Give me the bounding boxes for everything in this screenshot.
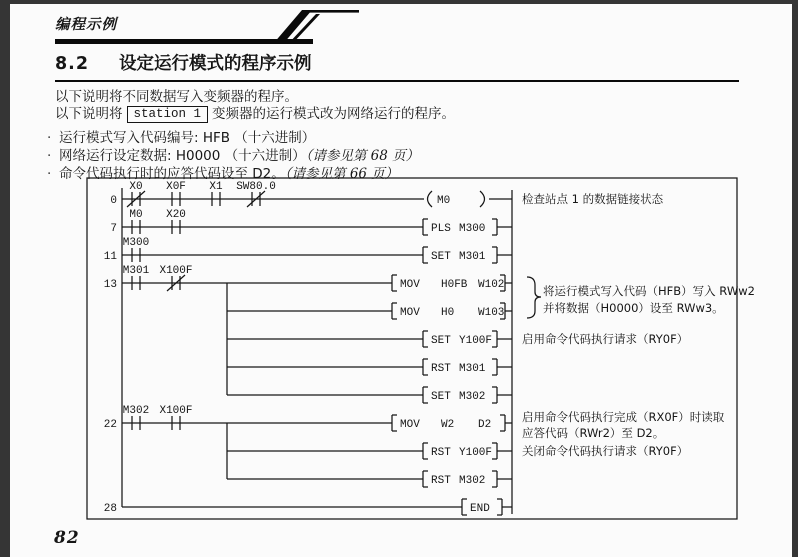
instruction-name: END xyxy=(470,503,490,515)
instruction-operand: M301 xyxy=(459,363,486,375)
contact-label: M302 xyxy=(122,405,150,417)
contact-label: M301 xyxy=(122,265,150,277)
instruction-operand: W102 xyxy=(478,279,505,291)
bullet-ref: （请参见第 66 页） xyxy=(284,166,399,182)
bullet-text: 网络运行设定数据: H0000 （十六进制） xyxy=(59,148,306,164)
contact-label: X0 xyxy=(129,181,143,193)
instruction-operand: W2 xyxy=(441,419,455,431)
instruction-name: RST xyxy=(431,447,451,459)
instruction-name: MOV xyxy=(400,279,420,291)
intro-line-1: 以下说明将不同数据写入变频器的程序。 xyxy=(55,89,298,105)
bullet-text: 命令代码执行时的应答代码设至 D2。 xyxy=(59,166,285,182)
instruction-operand: H0FB xyxy=(441,279,468,291)
brace-comment: 将运行模式写入代码（HFB）写入 RWw2 xyxy=(543,284,755,298)
instruction-operand: H0 xyxy=(441,307,455,319)
contact-label: X20 xyxy=(166,209,186,221)
rung-comment: 启用命令代码执行完成（RX0F）时读取 xyxy=(522,410,725,424)
ladder-lines xyxy=(87,178,737,519)
step-number: 22 xyxy=(103,419,117,431)
document-page xyxy=(10,4,792,557)
bullet-marker: · xyxy=(47,166,52,182)
instruction-operand: Y100F xyxy=(459,447,493,459)
contact-label: M0 xyxy=(129,209,143,221)
bullet-marker: · xyxy=(47,130,52,146)
contact-label: M300 xyxy=(122,237,150,249)
station-box: station 1 xyxy=(127,106,209,123)
page-number: 82 xyxy=(54,528,80,548)
instruction-operand: D2 xyxy=(478,419,492,431)
intro-line-2-post: 变频器的运行模式改为网络运行的程序。 xyxy=(212,106,456,122)
contact-label: X100F xyxy=(159,405,193,417)
ladder-diagram xyxy=(10,4,792,557)
step-number: 13 xyxy=(103,279,117,291)
section-title: 设定运行模式的程序示例 xyxy=(119,54,312,74)
ladder-labels xyxy=(104,181,755,515)
instruction-operand: Y100F xyxy=(459,335,493,347)
instruction-name: SET xyxy=(431,251,451,263)
coil-label: M0 xyxy=(437,195,451,207)
step-number: 28 xyxy=(103,503,117,515)
instruction-operand: M301 xyxy=(459,251,486,263)
instruction-name: MOV xyxy=(400,307,420,319)
brace-comment: 并将数据（H0000）设至 RWw3。 xyxy=(543,301,724,315)
rung-comment: 启用命令代码执行请求（RY0F） xyxy=(522,332,689,346)
rung-comment: 应答代码（RWr2）至 D2。 xyxy=(522,426,665,440)
instruction-name: SET xyxy=(431,335,451,347)
contact-label: X100F xyxy=(159,265,193,277)
chapter-title: 编程示例 xyxy=(55,17,117,33)
bullet-ref: （请参见第 68 页） xyxy=(305,148,420,164)
instruction-operand: W103 xyxy=(478,307,505,319)
rung-comment: 检查站点 1 的数据链接状态 xyxy=(522,192,664,206)
instruction-name: MOV xyxy=(400,419,420,431)
section-number: 8.2 xyxy=(55,54,90,74)
contact-label: X1 xyxy=(209,181,223,193)
step-number: 11 xyxy=(103,251,117,263)
bullet-marker: · xyxy=(47,148,52,164)
intro-line-2-pre: 以下说明将 xyxy=(55,106,123,122)
step-number: 7 xyxy=(110,223,117,235)
instruction-name: PLS xyxy=(431,223,451,235)
brace xyxy=(527,277,541,318)
instruction-name: RST xyxy=(431,475,451,487)
instruction-name: RST xyxy=(431,363,451,375)
instruction-operand: M302 xyxy=(459,391,486,403)
step-number: 0 xyxy=(110,195,117,207)
instruction-operand: M302 xyxy=(459,475,486,487)
ladder-frame xyxy=(87,178,737,519)
rung-comment: 关闭命令代码执行请求（RY0F） xyxy=(522,444,689,458)
bullet-text: 运行模式写入代码编号: HFB （十六进制） xyxy=(59,130,316,146)
contact-label: SW80.0 xyxy=(236,181,276,193)
instruction-operand: M300 xyxy=(459,223,486,235)
contact-label: X0F xyxy=(166,181,186,193)
instruction-name: SET xyxy=(431,391,451,403)
